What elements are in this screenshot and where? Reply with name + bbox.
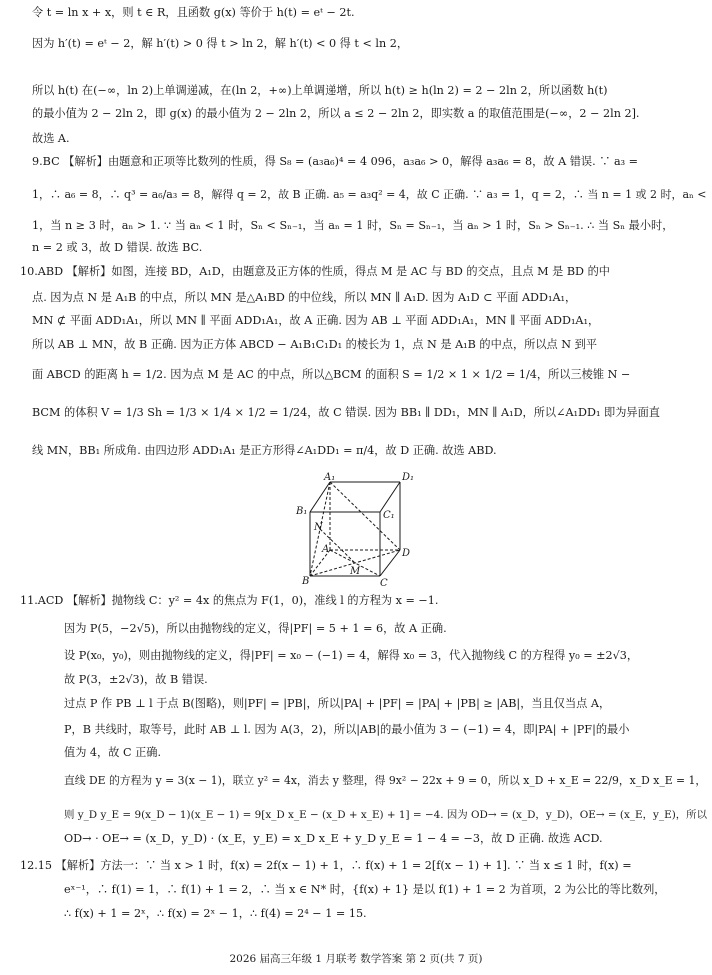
solution-11-line: 11.ACD 【解析】抛物线 C：y² = 4x 的焦点为 F(1，0)，准线 l 的方程为 x = −1.	[20, 594, 439, 607]
solution-11-line: 直线 DE 的方程为 y = 3(x − 1)，联立 y² = 4x，消去 y 整理，得 9x² − 22x + 9 = 0，所以 x_D + x_E = 22/9，x_D x_E = 1，	[64, 774, 707, 787]
solution-9-line: n = 2 或 3，故 D 错误. 故选 BC.	[32, 241, 203, 254]
solution-10-line: 线 MN，BB₁ 所成角. 由四边形 ADD₁A₁ 是正方形得∠A₁DD₁ = π/4，故 D 正确. 故选 ABD.	[32, 444, 497, 457]
solution-9-line: 1，∴ a₆ = 8，∴ q³ = a₆/a₃ = 8，解得 q = 2，故 B 正确. a₅ = a₃q² = 4，故 C 正确. ∵ a₃ = 1，q = 2，∴ 当 n = 1 或 2 时，aₙ <	[32, 188, 707, 201]
vertex-label: B₁	[296, 506, 308, 517]
cube-diagram	[290, 472, 430, 587]
solution-11-line: 设 P(x₀，y₀)，则由抛物线的定义，得|PF| = x₀ − (−1) = 4，解得 x₀ = 3，代入抛物线 C 的方程得 y₀ = ±2√3，	[64, 649, 639, 662]
solution-11-line: OD→ · OE→ = (x_D，y_D) · (x_E，y_E) = x_D x_E + y_D y_E = 1 − 4 = −3，故 D 正确. 故选 ACD.	[64, 832, 603, 845]
vertex-label: N	[314, 522, 323, 533]
solution-11-line: 故 P(3，±2√3)，故 B 错误.	[64, 673, 208, 686]
vertex-label: D₁	[402, 472, 415, 483]
solution-12-line: ∴ f(x) + 1 = 2ˣ，∴ f(x) = 2ˣ − 1，∴ f(4) = 2⁴ − 1 = 15.	[64, 907, 367, 920]
cube-figure	[290, 472, 430, 587]
solution-11-line: 过点 P 作 PB ⊥ l 于点 B(图略)，则|PF| = |PB|，所以|PA| + |PF| = |PA| + |PB| ≥ |AB|，当且仅当点 A，	[64, 697, 611, 710]
text-line: 因为 h′(t) = eᵗ − 2，解 h′(t) > 0 得 t > ln 2，解 h′(t) < 0 得 t < ln 2，	[32, 37, 409, 50]
solution-9-line: 1，当 n ≥ 3 时，aₙ > 1. ∵ 当 aₙ < 1 时，Sₙ < Sₙ₋₁，当 aₙ = 1 时，Sₙ = Sₙ₋₁，当 aₙ > 1 时，Sₙ > Sₙ₋₁. ∴ 当 Sₙ 最小时，	[32, 219, 674, 232]
solution-10-line: 面 ABCD 的距离 h = 1/2. 因为点 M 是 AC 的中点，所以△BCM 的面积 S = 1/2 × 1 × 1/2 = 1/4，所以三棱锥 N −	[32, 368, 631, 381]
solution-9-line: 9.BC 【解析】由题意和正项等比数列的性质，得 S₈ = (a₃a₆)⁴ = 4 096，a₃a₆ > 0，解得 a₃a₆ = 8，故 A 错误. ∵ a₃ =	[32, 155, 639, 168]
solution-10-line: MN ⊄ 平面 ADD₁A₁，所以 MN ∥ 平面 ADD₁A₁，故 A 正确. 因为 AB ⊥ 平面 ADD₁A₁，MN ∥ 平面 ADD₁A₁，	[32, 314, 600, 327]
text-line: 令 t = ln x + x，则 t ∈ R，且函数 g(x) 等价于 h(t) = eᵗ − 2t.	[32, 6, 355, 19]
text-line: 所以 h(t) 在(−∞，ln 2)上单调递减，在(ln 2，+∞)上单调递增，所以 h(t) ≥ h(ln 2) = 2 − 2ln 2，所以函数 h(t)	[32, 84, 608, 97]
vertex-label: A₁	[324, 472, 336, 483]
vertex-label: C	[380, 578, 388, 589]
solution-11-line: P，B 共线时，取等号，此时 AB ⊥ l. 因为 A(3，2)，所以|AB|的最小值为 3 − (−1) = 4，即|PA| + |PF|的最小	[64, 723, 630, 736]
vertex-label: D	[402, 548, 411, 559]
vertex-label: B	[302, 576, 310, 587]
solution-10-line: 点. 因为点 N 是 A₁B 的中点，所以 MN 是△A₁BD 的中位线，所以 MN ∥ A₁D. 因为 A₁D ⊂ 平面 ADD₁A₁，	[32, 291, 577, 304]
solution-10-line: BCM 的体积 V = 1/3 Sh = 1/3 × 1/4 × 1/2 = 1/24，故 C 错误. 因为 BB₁ ∥ DD₁，MN ∥ A₁D，所以∠A₁DD₁ 即为异面直	[32, 406, 660, 419]
solution-11-line: 则 y_D y_E = 9(x_D − 1)(x_E − 1) = 9[x_D x_E − (x_D + x_E) + 1] = −4. 因为 OD→ = (x_D，y_D)，OE→ = (x_E，y_E)，所以	[64, 809, 707, 821]
solution-11-line: 因为 P(5，−2√5)，所以由抛物线的定义，得|PF| = 5 + 1 = 6，故 A 正确.	[64, 622, 447, 635]
vertex-label: A	[322, 544, 330, 555]
text-line: 故选 A.	[32, 132, 70, 145]
solution-10-line: 10.ABD 【解析】如图，连接 BD，A₁D，由题意及正方体的性质，得点 M 是 AC 与 BD 的交点，且点 M 是 BD 的中	[20, 265, 610, 278]
page-footer: 2026 届高三年级 1 月联考 数学答案 第 2 页(共 7 页)	[229, 953, 483, 965]
solution-11-line: 值为 4，故 C 正确.	[64, 746, 162, 759]
solution-10-line: 所以 AB ⊥ MN，故 B 正确. 因为正方体 ABCD − A₁B₁C₁D₁ 的棱长为 1，点 N 是 A₁B 的中点，所以点 N 到平	[32, 338, 598, 351]
text-line: 的最小值为 2 − 2ln 2，即 g(x) 的最小值为 2 − 2ln 2，所以 a ≤ 2 − 2ln 2，即实数 a 的取值范围是(−∞，2 − 2ln 2].	[32, 107, 640, 120]
solution-12-line: 12.15 【解析】方法一：∵ 当 x > 1 时，f(x) = 2f(x − 1) + 1，∴ f(x) + 1 = 2[f(x − 1) + 1]. ∵ 当 x ≤ 1 时，f(x) =	[20, 859, 632, 872]
vertex-label: C₁	[383, 510, 395, 521]
vertex-label: M	[350, 566, 361, 577]
solution-12-line: eˣ⁻¹，∴ f(1) = 1，∴ f(1) + 1 = 2，∴ 当 x ∈ N* 时，{f(x) + 1} 是以 f(1) + 1 = 2 为首项，2 为公比的等比数列，	[64, 883, 666, 896]
